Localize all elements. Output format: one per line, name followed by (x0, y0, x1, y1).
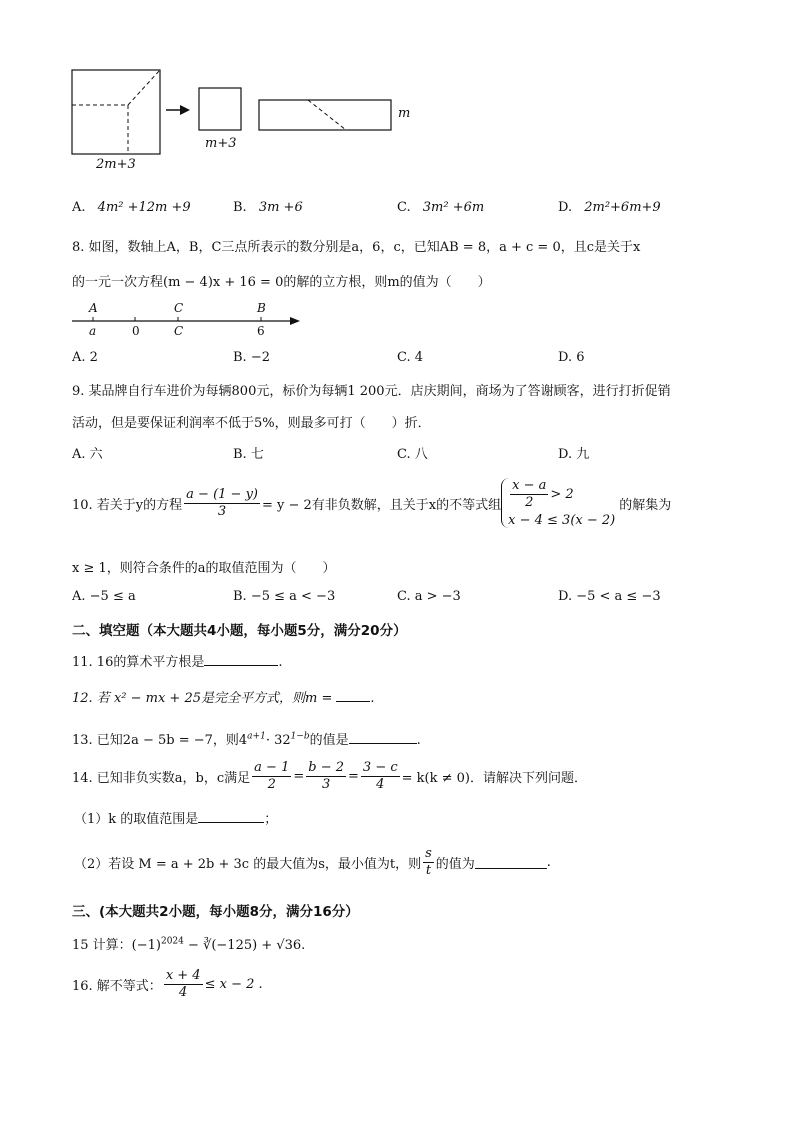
q8-option-a[interactable]: A. 2 (72, 350, 98, 365)
q10-line2: x ≥ 1，则符合条件的a的取值范围为（ ） (72, 561, 336, 576)
q9-line2: 活动，但是要保证利润率不低于5%，则最多可打（ ）折． (72, 416, 431, 431)
q14-f3-den: 4 (376, 777, 385, 792)
q10-option-b[interactable]: B. −5 ≤ a < −3 (233, 589, 336, 604)
q11 (72, 651, 283, 670)
q11-answer-blank[interactable] (204, 653, 278, 666)
q13-sup1: a+1 (247, 731, 266, 742)
arrow-head (180, 105, 190, 115)
q10-fraction-numerator: a − (1 − y) (186, 486, 258, 502)
q14-part2-answer-blank[interactable] (475, 856, 547, 869)
q12 (72, 687, 375, 706)
q10-system-fraction (510, 478, 548, 511)
q7-option-c-letter: C. (397, 200, 411, 215)
q14-part2-text: （2）若设 M = a + 2b + 3c 的最大值为s，最小值为t，则 (74, 857, 422, 872)
axis-bottom-0: 0 (132, 324, 140, 338)
section3-title: 三、(本大题共2小题，每小题8分，满分16分） (72, 904, 359, 920)
q11-end: . (278, 655, 283, 670)
q12-text: 12. 若 x² − mx + 25是完全平方式，则m = (72, 691, 333, 706)
number-line-arrow (290, 317, 300, 325)
q8-line2: 的一元一次方程(m − 4)x + 16 = 0的解的立方根，则m的值为（ ） (72, 275, 491, 290)
q7-option-c-text: 3m² +6m (422, 200, 485, 215)
large-square (72, 70, 160, 154)
q14-fraction-3 (361, 760, 400, 793)
q10-prefix: 10. 若关于y的方程 (72, 497, 183, 513)
q7-option-c[interactable] (397, 200, 484, 215)
q7-option-b-letter: B. (233, 200, 247, 215)
q15-end: . (301, 938, 306, 953)
q9-option-a[interactable]: A. 六 (72, 447, 103, 462)
q14-f1-num: a − 1 (254, 760, 290, 775)
q16-num: x + 4 (165, 968, 201, 983)
rect-dashed-diagonal (308, 100, 346, 130)
axis-top-a: A (89, 301, 98, 315)
q8-option-c[interactable]: C. 4 (397, 350, 424, 365)
q10-system-top-rest: > 2 (550, 487, 574, 502)
q7-option-a[interactable] (72, 200, 191, 215)
q14-part2 (74, 846, 551, 879)
q9-line1: 9. 某品牌自行车进价为每辆800元，标价为每辆1 200元．店庆期间，商场为了答谢顾客，进行打折促销 (72, 384, 671, 399)
q14-part2-suffix: 的值为 (435, 857, 475, 872)
q7-option-d-letter: D. (558, 200, 573, 215)
axis-top-b: B (257, 301, 266, 315)
q15 (72, 934, 305, 953)
q14-part2-num: s (425, 846, 432, 861)
q14-part2-fraction (423, 846, 434, 879)
q16-prefix: 16. 解不等式： (72, 979, 162, 994)
q13-tail: 的值是 (309, 733, 349, 748)
q9-option-d[interactable]: D. 九 (558, 447, 590, 462)
q14 (72, 760, 587, 793)
q9-option-c[interactable]: C. 八 (397, 447, 428, 462)
q7-option-a-text: 4m² +12m +9 (97, 200, 191, 215)
q13-answer-blank[interactable] (349, 731, 417, 744)
q15-exponent: 2024 (160, 936, 184, 947)
q16-suffix: ≤ x − 2 . (204, 977, 263, 992)
q7-option-d-text: 2m²+6m+9 (584, 200, 661, 215)
q13-mid: · 32 (265, 733, 291, 748)
q14-f3-num: 3 − c (362, 760, 398, 775)
q8-line1: 8. 如图，数轴上A，B，C三点所表示的数分别是a，6，c，已知AB = 8，a + c = 0，且c是关于x (72, 240, 641, 255)
axis-bottom-a: a (89, 324, 97, 338)
q10-system-bottom: x − 4 ≤ 3(x − 2) (508, 513, 616, 528)
section2-title: 二、填空题（本大题共4小题，每小题5分，满分20分） (72, 623, 407, 639)
q10-system-frac-den: 2 (525, 495, 534, 510)
rectangle (259, 100, 391, 130)
q15-sqrt: √36 (276, 938, 302, 953)
q11-text: 11. 16的算术平方根是 (72, 655, 205, 670)
figure-middle-label: m+3 (205, 136, 237, 151)
q13-text: 13. 已知2a − 5b = −7，则4 (72, 733, 248, 748)
q12-end: . (370, 691, 375, 706)
figure-right-label: m (398, 106, 411, 121)
q10-fraction (184, 487, 260, 520)
q14-eq2: = (348, 769, 359, 784)
q7-option-b-text: 3m +6 (258, 200, 303, 215)
q14-fraction-1 (252, 760, 291, 793)
q7-option-a-letter: A. (72, 200, 86, 215)
q14-part1-end: ； (264, 812, 278, 827)
small-square (199, 88, 241, 130)
axis-bottom-c: C (174, 324, 184, 338)
q10-system-top (508, 478, 615, 511)
dashed-diagonal (128, 70, 160, 105)
q14-f2-num: b − 2 (308, 760, 345, 775)
q7-option-b[interactable] (233, 200, 303, 215)
q14-eq1: = (293, 769, 305, 784)
q10-option-c[interactable]: C. a > −3 (397, 589, 461, 604)
figure-left-label: 2m+3 (96, 157, 136, 172)
q13-end: . (416, 733, 421, 748)
q14-f1-den: 2 (267, 777, 276, 792)
q10-option-d[interactable]: D. −5 < a ≤ −3 (558, 589, 661, 604)
q9-option-b[interactable]: B. 七 (233, 447, 264, 462)
q10-option-a[interactable]: A. −5 ≤ a (72, 589, 136, 604)
q12-answer-blank[interactable] (336, 689, 370, 702)
q13 (72, 729, 421, 748)
q8-option-b[interactable]: B. −2 (233, 350, 270, 365)
q10-mid: = y − 2有非负数解，且关于x的不等式组 (261, 497, 502, 513)
q16-fraction (164, 968, 203, 1001)
q10-suffix: 的解集为 (619, 497, 672, 513)
q14-suffix: = k(k ≠ 0)．请解决下列问题． (401, 771, 587, 786)
q14-part2-den: t (425, 863, 432, 878)
q14-part1-answer-blank[interactable] (198, 810, 264, 823)
q14-prefix: 14. 已知非负实数a，b，c满足 (72, 771, 251, 786)
q16 (72, 968, 263, 1001)
q14-part1 (74, 808, 277, 827)
q14-fraction-2 (306, 760, 346, 793)
q15-mid: − ∛(−125) + (183, 938, 277, 953)
q10-system-frac-num: x − a (512, 478, 547, 493)
q7-option-d[interactable] (558, 200, 661, 215)
q14-part2-end: . (546, 855, 551, 870)
q13-sup2: 1−b (290, 731, 310, 742)
q10-fraction-denominator: 3 (217, 503, 227, 519)
q10-inequality-system (501, 478, 615, 528)
number-line (70, 298, 310, 342)
q8-option-d[interactable]: D. 6 (558, 350, 585, 365)
axis-top-c: C (174, 301, 184, 315)
q15-prefix: 15 计算：(−1) (72, 938, 161, 953)
q16-den: 4 (179, 985, 188, 1000)
q10-line1 (72, 478, 671, 528)
q14-f2-den: 3 (322, 777, 331, 792)
axis-bottom-6: 6 (257, 324, 265, 338)
q14-part1-text: （1）k 的取值范围是 (74, 812, 199, 827)
